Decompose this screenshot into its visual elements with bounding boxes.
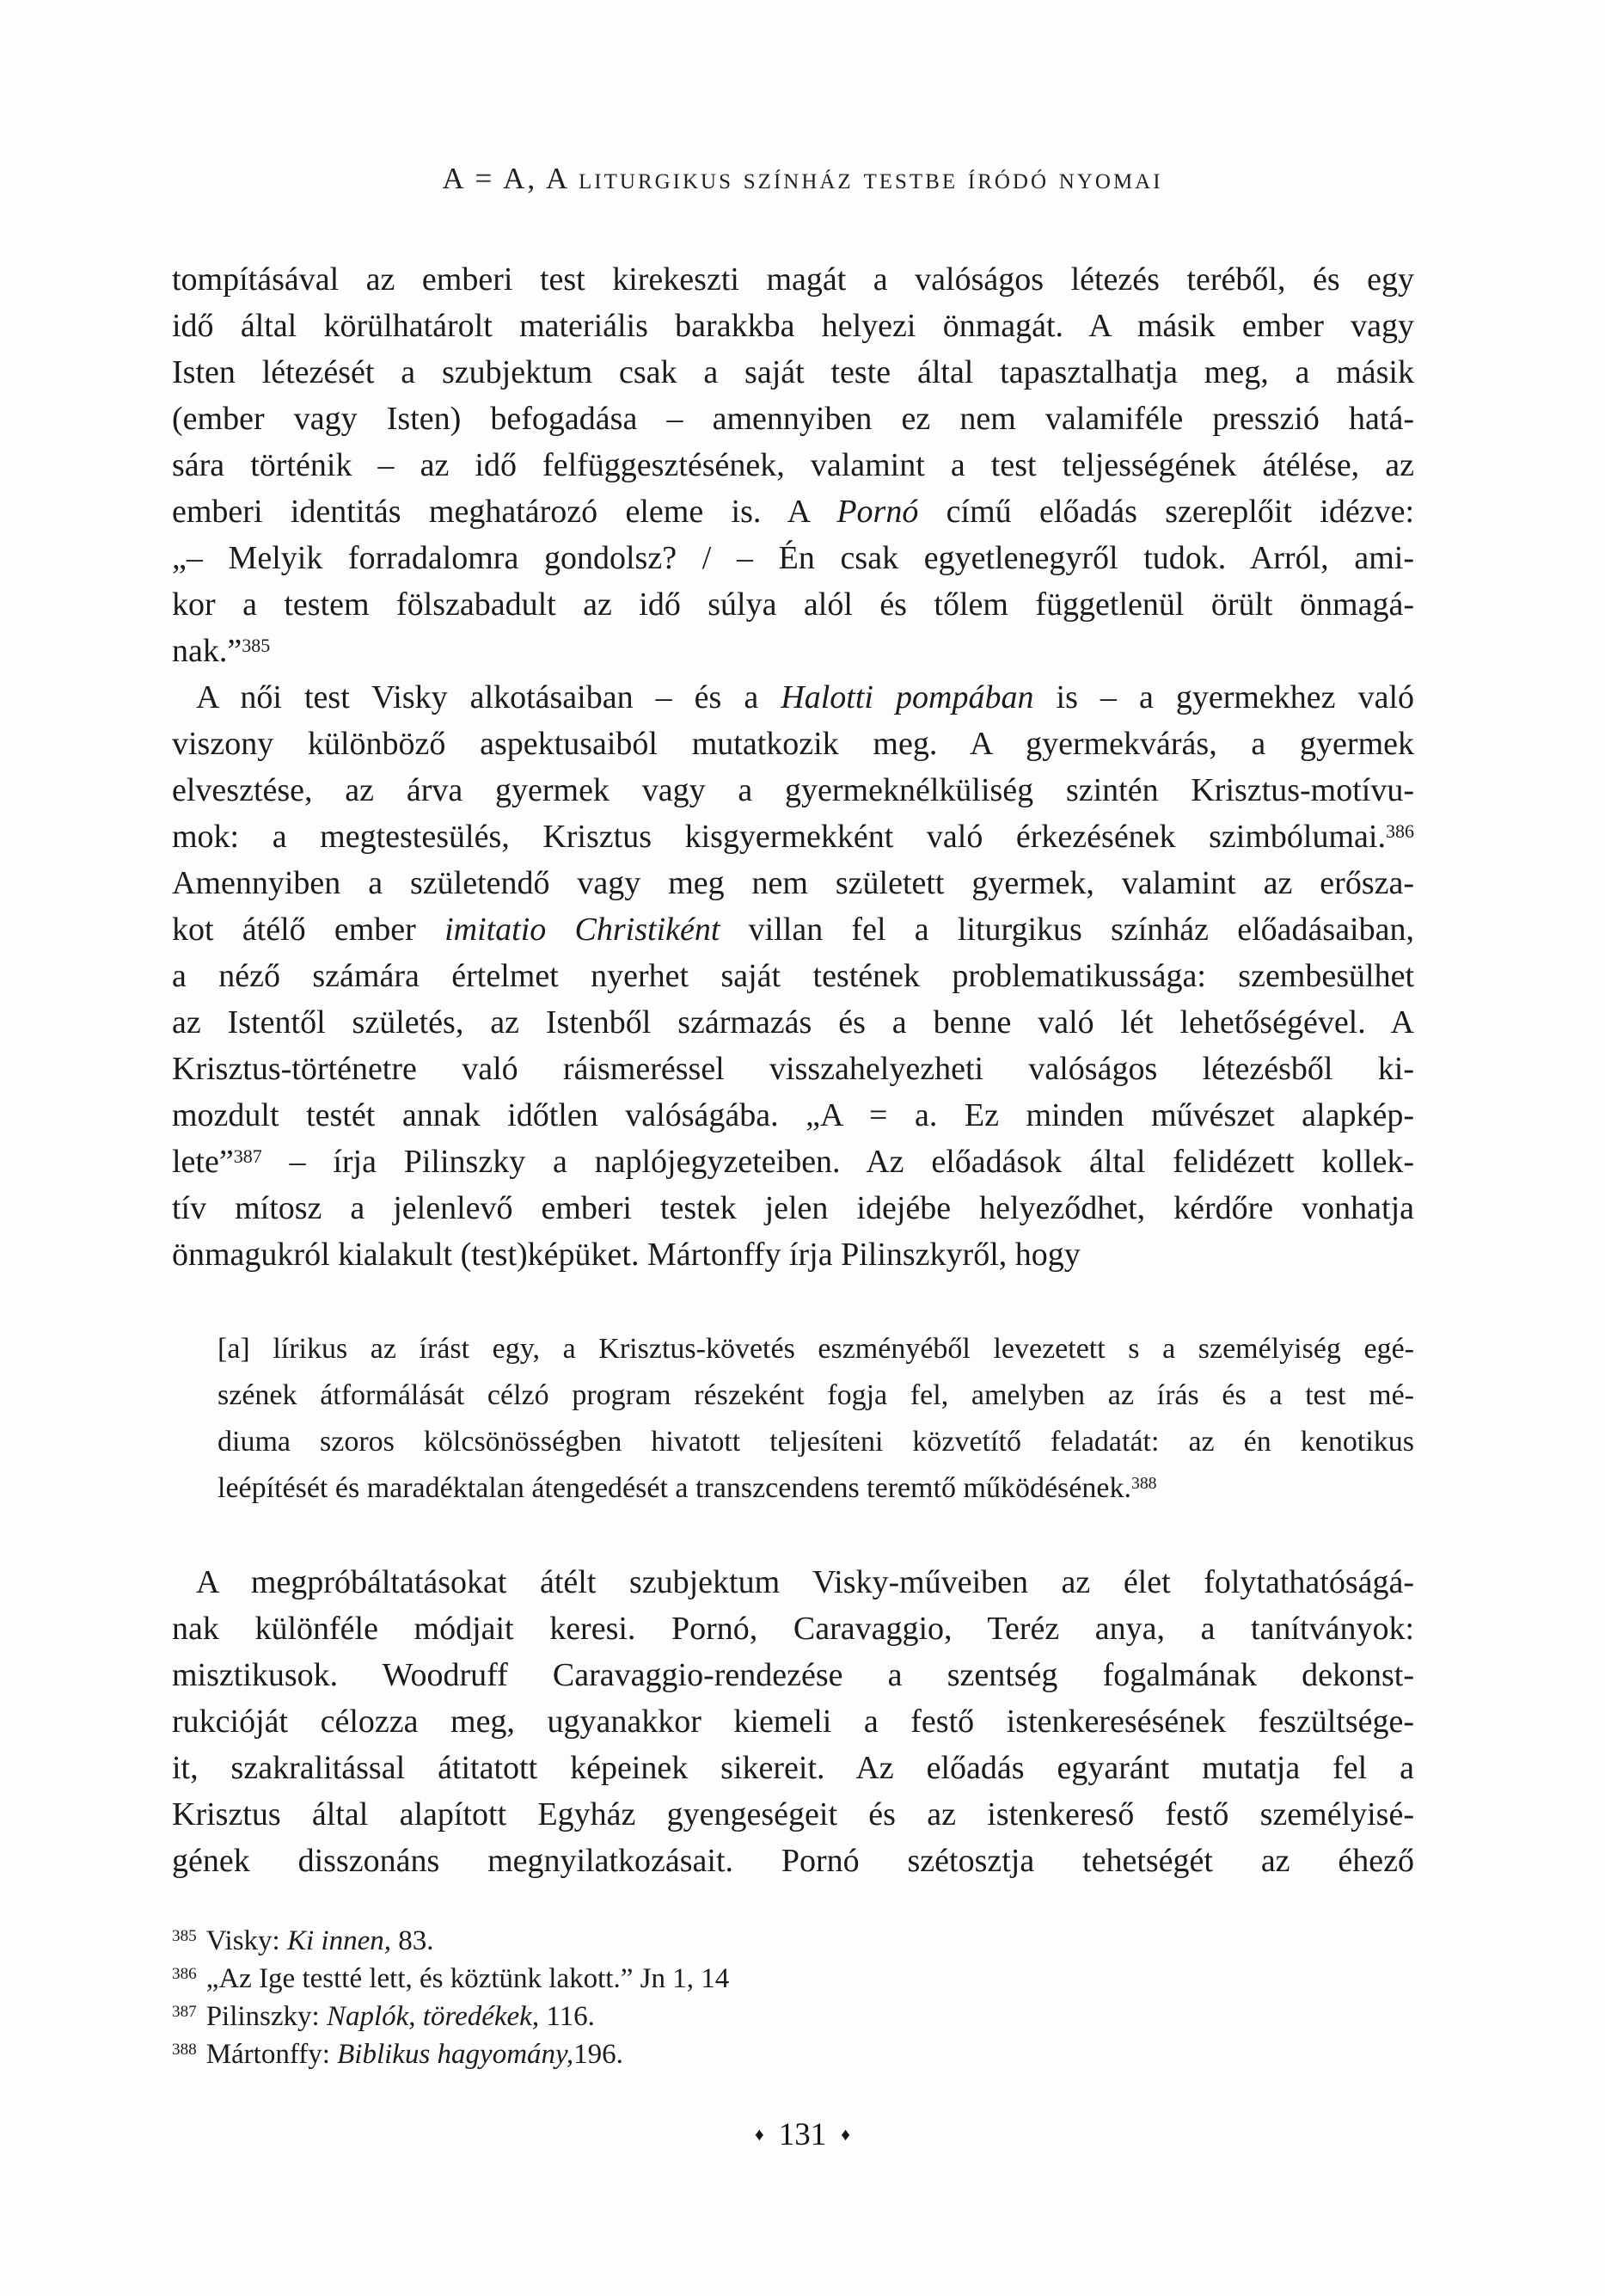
text-line: Krisztus-történetre való ráismeréssel visszahelyezheti valóságos létezésből ki- <box>172 1051 1414 1087</box>
italic-text: Ki innen, <box>286 1925 391 1956</box>
text-line: „– Melyik forradalomra gondolsz? / – Én csak egyetlenegyről tudok. Arról, ami- <box>172 540 1414 576</box>
text-line: it, szakralitással átitatott képeinek sikereit. Az előadás egyaránt mutatja fel a <box>172 1750 1414 1786</box>
text-line: sára történik – az idő felfüggesztésének, valamint a test teljességének átélése, az <box>172 447 1414 483</box>
blockquote <box>217 1326 1414 1512</box>
text-line: szének átformálását célzó program részeként fogja fel, amelyben az írás és a test mé- <box>217 1379 1414 1411</box>
text-line: az Istentől születés, az Istenből származás és a benne való lét lehetőségével. A <box>172 1004 1414 1041</box>
text-line: leépítését és maradéktalan átengedését a transzcendens teremtő működésének.$^{388}$ <box>217 1472 1157 1504</box>
text-line: $^{385}$ Visky: Ki innen, 83. <box>172 1925 434 1956</box>
text-line: rukcióját célozza meg, ugyanakkor kiemeli a festő istenkeresésének feszültsége- <box>172 1704 1414 1740</box>
text-line: lete”$^{387}$ – írja Pilinszky a naplójegyzeteiben. Az előadások által felidézett kollek- <box>172 1144 1414 1180</box>
footnote-ref: 387 <box>172 2003 197 2022</box>
footnote-ref: 386 <box>172 1965 197 1984</box>
text-line: gének disszonáns megnyilatkozásait. Pornó szétosztja tehetségét az éhező <box>172 1843 1414 1879</box>
paragraph-1 <box>172 256 1414 674</box>
text-line: mok: a megtestesülés, Krisztus kisgyermekként való érkezésének szimbólumai.$^{386}$ <box>172 819 1414 855</box>
footnote-ref: 385 <box>172 1927 197 1946</box>
footnotes <box>172 1922 1414 2073</box>
italic-text: imitatio Christiként <box>444 912 720 948</box>
italic-text: Naplók, töredékek, <box>326 2001 540 2032</box>
diamond-ornament-left-icon: ♦ <box>755 2124 764 2145</box>
italic-text: Pornó <box>836 494 919 530</box>
italic-text: Biblikus hagyomány, <box>337 2039 574 2070</box>
text-line: $^{388}$ Mártonffy: Biblikus hagyomány,196. <box>172 2039 623 2070</box>
italic-text: Halotti pompában <box>781 679 1034 715</box>
text-line: (ember vagy Isten) befogadása – amennyiben ez nem valamiféle presszió hatá- <box>172 401 1414 437</box>
text-line: tompításával az emberi test kirekeszti magát a valóságos létezés teréből, és egy <box>172 261 1414 298</box>
text-line: Amennyiben a születendő vagy meg nem született gyermek, valamint az erősza- <box>172 865 1414 901</box>
text-line: nak különféle módjait keresi. Pornó, Caravaggio, Teréz anya, a tanítványok: <box>172 1611 1414 1647</box>
text-line: $^{387}$ Pilinszky: Naplók, töredékek, 116. <box>172 2001 595 2032</box>
text-line: A női test Visky alkotásaiban – és a Halotti pompában is – a gyermekhez való <box>196 679 1414 715</box>
footnote-ref: 387 <box>233 1145 262 1167</box>
text-line: kot átélő ember imitatio Christiként villan fel a liturgikus színház előadásaiban, <box>172 912 1414 948</box>
text-line: önmagukról kialakult (test)képüket. Mártonffy írja Pilinszkyről, hogy <box>172 1237 1081 1273</box>
text-line: mozdult testét annak időtlen valóságába. „A = a. Ez minden művészet alapkép- <box>172 1097 1414 1133</box>
footnote-ref: 386 <box>1385 820 1414 842</box>
text-line: $^{386}$ „Az Ige testté lett, és köztünk lakott.” Jn 1, 14 <box>172 1963 730 1994</box>
paragraph-2 <box>172 674 1414 1278</box>
paragraph-3 <box>172 1559 1414 1884</box>
text-line: viszony különböző aspektusaiból mutatkozik meg. A gyermekvárás, a gyermek <box>172 726 1414 762</box>
text-line: diuma szoros kölcsönösségben hivatott teljesíteni közvetítő feladatát: az én kenotikus <box>217 1426 1414 1458</box>
text-line: tív mítosz a jelenlevő emberi testek jelen idejébe helyeződhet, kérdőre vonhatja <box>172 1190 1414 1226</box>
body-text <box>172 256 1414 1884</box>
text-line: [a] lírikus az írást egy, a Krisztus-követés eszményéből levezetett s a személyiség egé- <box>217 1333 1414 1365</box>
text-line: Isten létezését a szubjektum csak a saját teste által tapasztalhatja meg, a másik <box>172 354 1414 390</box>
text-line: nak.”$^{385}$ <box>172 633 271 669</box>
page-number-value: 131 <box>778 2117 827 2152</box>
running-header: A = A, A liturgikus színház testbe íródó nyomai <box>442 162 1163 195</box>
footnote-ref: 385 <box>242 634 271 656</box>
text-line: elvesztése, az árva gyermek vagy a gyermeknélküliség szintén Krisztus-motívu- <box>172 772 1414 808</box>
footnote-ref: 388 <box>172 2041 197 2060</box>
diamond-ornament-right-icon: ♦ <box>841 2124 850 2145</box>
text-line: a néző számára értelmet nyerhet saját testének problematikussága: szembesülhet <box>172 958 1414 994</box>
text-line: idő által körülhatárolt materiális barakkba helyezi önmagát. A másik ember vagy <box>172 308 1414 344</box>
text-line: Krisztus által alapított Egyház gyengeségeit és az istenkereső festő személyisé- <box>172 1796 1414 1833</box>
text-line: kor a testem fölszabadult az idő súlya alól és tőlem függetlenül örült önmagá- <box>172 586 1414 623</box>
page-number <box>0 2119 1605 2151</box>
text-line: emberi identitás meghatározó eleme is. A Pornó című előadás szereplőit idézve: <box>172 494 1415 530</box>
text-line: misztikusok. Woodruff Caravaggio-rendezése a szentség fogalmának dekonst- <box>172 1657 1414 1693</box>
footnote-ref: 388 <box>1130 1474 1157 1494</box>
text-line: A megpróbáltatásokat átélt szubjektum Visky-műveiben az élet folytathatóságá- <box>196 1564 1414 1600</box>
